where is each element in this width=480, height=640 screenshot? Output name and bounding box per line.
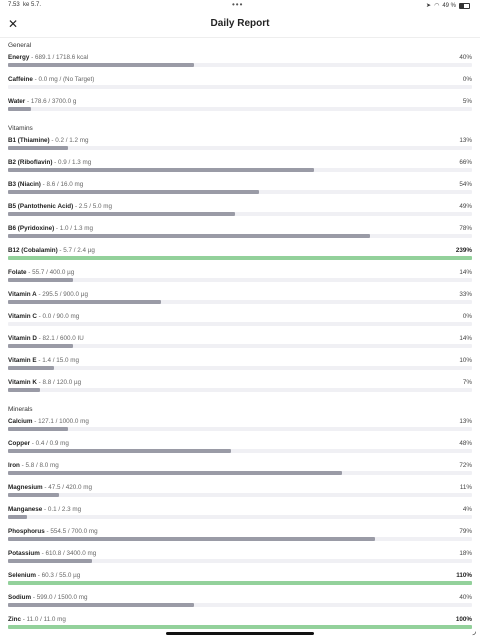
progress-bar	[8, 344, 73, 348]
nutrient-percent: 100%	[455, 616, 472, 623]
nutrient-amount: - 295.5 / 900.0 µg	[36, 291, 88, 298]
nutrient-row[interactable]	[8, 482, 472, 504]
progress-track	[8, 146, 472, 150]
progress-track	[8, 581, 472, 585]
nutrient-row[interactable]	[8, 289, 472, 311]
nutrient-label	[8, 440, 69, 447]
nutrient-name: Vitamin D	[8, 335, 37, 342]
status-right	[426, 2, 470, 9]
nutrient-label	[8, 225, 93, 232]
nutrient-percent: 4%	[462, 506, 472, 513]
progress-bar	[8, 559, 92, 563]
progress-track	[8, 449, 472, 453]
nutrient-name: Vitamin C	[8, 313, 37, 320]
nutrient-label	[8, 291, 88, 298]
nutrient-percent: 49%	[459, 203, 472, 210]
nutrient-amount: - 11.0 / 11.0 mg	[20, 616, 66, 623]
progress-track	[8, 537, 472, 541]
nutrient-amount: - 47.5 / 420.0 mg	[42, 484, 92, 491]
nutrient-row[interactable]	[8, 179, 472, 201]
progress-bar	[8, 146, 68, 150]
nutrient-name: Selenium	[8, 572, 36, 579]
nutrient-label	[8, 528, 98, 535]
progress-bar	[8, 581, 472, 585]
nutrient-percent: 0%	[462, 313, 472, 320]
progress-bar	[8, 603, 194, 607]
nutrient-row[interactable]	[8, 96, 472, 118]
section-title: Vitamins	[8, 125, 33, 132]
progress-bar	[8, 427, 68, 431]
nutrient-amount: - 0.0 mg / (No Target)	[32, 76, 95, 83]
progress-track	[8, 344, 472, 348]
progress-track	[8, 190, 472, 194]
nutrient-row[interactable]	[8, 460, 472, 482]
wifi-icon: ◠	[434, 3, 440, 9]
nutrient-amount: - 5.7 / 2.4 µg	[57, 247, 95, 254]
nutrient-label	[8, 506, 81, 513]
nutrient-percent: 40%	[459, 594, 472, 601]
nutrient-label	[8, 54, 88, 61]
nutrient-percent: 79%	[459, 528, 472, 535]
progress-bar	[8, 625, 472, 629]
nutrient-name: Sodium	[8, 594, 32, 601]
nutrient-amount: - 610.8 / 3400.0 mg	[39, 550, 97, 557]
header	[0, 14, 480, 36]
progress-track	[8, 559, 472, 563]
resize-corner-icon: ◞	[472, 626, 476, 636]
nutrient-label	[8, 418, 89, 425]
progress-track	[8, 85, 472, 89]
nutrient-label	[8, 247, 95, 254]
nutrient-label	[8, 379, 81, 386]
nutrient-name: Zinc	[8, 616, 21, 623]
progress-track	[8, 300, 472, 304]
section-title: General	[8, 42, 32, 49]
progress-bar	[8, 63, 194, 67]
nutrient-row[interactable]	[8, 157, 472, 179]
nutrient-percent: 13%	[459, 137, 472, 144]
nutrient-amount: - 689.1 / 1718.6 kcal	[29, 54, 89, 61]
progress-track	[8, 366, 472, 370]
nutrient-label	[8, 98, 76, 105]
progress-bar	[8, 515, 27, 519]
nutrient-name: Water	[8, 98, 26, 105]
progress-bar	[8, 366, 54, 370]
progress-track	[8, 63, 472, 67]
nutrient-label	[8, 159, 91, 166]
nutrient-name: Magnesium	[8, 484, 43, 491]
nutrient-row[interactable]	[8, 570, 472, 592]
report-list[interactable]	[8, 39, 472, 636]
nutrient-row[interactable]	[8, 504, 472, 526]
nutrient-label	[8, 137, 89, 144]
nutrient-row[interactable]	[8, 355, 472, 377]
nutrient-row[interactable]	[8, 74, 472, 96]
nutrient-row[interactable]	[8, 245, 472, 267]
nutrient-name: B6 (Pyridoxine)	[8, 225, 55, 232]
nutrient-amount: - 55.7 / 400.0 µg	[26, 269, 75, 276]
nutrient-amount: - 82.1 / 600.0 IU	[36, 335, 84, 342]
nutrient-amount: - 8.8 / 120.0 µg	[36, 379, 82, 386]
nutrient-label	[8, 313, 79, 320]
progress-bar	[8, 388, 40, 392]
nutrient-row[interactable]	[8, 333, 472, 355]
nutrient-amount: - 1.4 / 15.0 mg	[36, 357, 79, 364]
progress-bar	[8, 471, 342, 475]
nutrient-row[interactable]	[8, 223, 472, 245]
nutrient-label	[8, 616, 66, 623]
nutrient-amount: - 178.6 / 3700.0 g	[25, 98, 77, 105]
progress-bar	[8, 212, 235, 216]
nutrient-percent: 0%	[462, 76, 472, 83]
progress-bar	[8, 107, 31, 111]
nutrient-percent: 40%	[459, 54, 472, 61]
nutrient-label	[8, 269, 74, 276]
nutrient-label	[8, 76, 94, 83]
nutrient-label	[8, 572, 80, 579]
progress-track	[8, 256, 472, 260]
nutrient-name: Potassium	[8, 550, 40, 557]
nutrient-row[interactable]	[8, 135, 472, 157]
nutrient-row[interactable]	[8, 592, 472, 614]
progress-track	[8, 234, 472, 238]
nutrient-amount: - 1.0 / 1.3 mg	[54, 225, 94, 232]
nutrient-row[interactable]	[8, 438, 472, 460]
status-date: ke 5.7.	[23, 2, 42, 8]
nutrient-percent: 10%	[459, 357, 472, 364]
nutrient-row[interactable]	[8, 311, 472, 333]
nutrient-percent: 110%	[456, 572, 472, 579]
progress-track	[8, 625, 472, 629]
nutrient-label	[8, 203, 112, 210]
nutrient-name: Caffeine	[8, 76, 33, 83]
nutrient-percent: 54%	[459, 181, 472, 188]
nutrient-row[interactable]	[8, 548, 472, 570]
nutrient-name: Calcium	[8, 418, 33, 425]
progress-track	[8, 322, 472, 326]
nutrient-amount: - 0.2 / 1.2 mg	[49, 137, 89, 144]
nutrient-amount: - 8.6 / 16.0 mg	[40, 181, 84, 188]
header-divider	[0, 37, 480, 38]
close-icon[interactable]: ✕	[7, 17, 19, 31]
nutrient-percent: 14%	[459, 335, 472, 342]
battery-icon	[459, 3, 470, 9]
section-title: Minerals	[8, 406, 33, 413]
nutrient-label	[8, 335, 84, 342]
nutrient-percent: 72%	[459, 462, 472, 469]
nutrient-percent: 239%	[455, 247, 472, 254]
nutrient-label	[8, 594, 87, 601]
nutrient-label	[8, 484, 92, 491]
battery-fill	[460, 4, 464, 8]
progress-track	[8, 603, 472, 607]
progress-track	[8, 493, 472, 497]
nutrient-percent: 13%	[459, 418, 472, 425]
nutrient-name: Copper	[8, 440, 31, 447]
progress-track	[8, 515, 472, 519]
progress-bar	[8, 537, 375, 541]
nutrient-amount: - 0.0 / 90.0 mg	[36, 313, 80, 320]
nutrient-name: B1 (Thiamine)	[8, 137, 50, 144]
progress-track	[8, 212, 472, 216]
nutrient-name: Iron	[8, 462, 20, 469]
progress-track	[8, 427, 472, 431]
nutrient-name: Energy	[8, 54, 30, 61]
status-bar	[0, 0, 480, 12]
nutrient-name: B12 (Cobalamin)	[8, 247, 58, 254]
nutrient-name: Manganese	[8, 506, 43, 513]
nutrient-name: Vitamin K	[8, 379, 37, 386]
progress-track	[8, 107, 472, 111]
nutrient-row[interactable]	[8, 377, 472, 399]
nutrient-name: Folate	[8, 269, 27, 276]
nutrient-row[interactable]	[8, 201, 472, 223]
page-title: Daily Report	[210, 18, 270, 29]
home-indicator[interactable]	[166, 632, 314, 635]
nutrient-percent: 7%	[462, 379, 472, 386]
nutrient-amount: - 0.4 / 0.9 mg	[30, 440, 69, 447]
progress-track	[8, 471, 472, 475]
nutrient-amount: - 127.1 / 1000.0 mg	[32, 418, 89, 425]
nutrient-percent: 33%	[459, 291, 472, 298]
progress-bar	[8, 300, 161, 304]
progress-bar	[8, 493, 59, 497]
nutrient-percent: 5%	[462, 98, 472, 105]
nutrient-percent: 18%	[459, 550, 472, 557]
nutrient-percent: 66%	[459, 159, 472, 166]
progress-track	[8, 388, 472, 392]
nutrient-name: B5 (Pantothenic Acid)	[8, 203, 74, 210]
nutrient-name: Phosphorus	[8, 528, 45, 535]
status-time-date	[8, 2, 41, 8]
status-time: 7.53	[8, 2, 20, 8]
progress-track	[8, 168, 472, 172]
nutrient-amount: - 0.1 / 2.3 mg	[42, 506, 82, 513]
nutrient-amount: - 599.0 / 1500.0 mg	[31, 594, 88, 601]
nutrient-percent: 14%	[459, 269, 472, 276]
nutrient-amount: - 0.9 / 1.3 mg	[52, 159, 92, 166]
nutrient-amount: - 5.8 / 8.0 mg	[19, 462, 59, 469]
nutrient-row[interactable]	[8, 52, 472, 74]
nutrient-percent: 11%	[459, 484, 472, 491]
progress-bar	[8, 256, 472, 260]
nutrient-row[interactable]	[8, 416, 472, 438]
progress-bar	[8, 449, 231, 453]
progress-bar	[8, 168, 314, 172]
nutrient-amount: - 60.3 / 55.0 µg	[36, 572, 81, 579]
battery-percent: 49 %	[442, 2, 456, 9]
progress-bar	[8, 190, 259, 194]
nutrient-amount: - 554.5 / 700.0 mg	[44, 528, 98, 535]
nutrient-percent: 48%	[459, 440, 472, 447]
progress-bar	[8, 234, 370, 238]
location-icon: ➤	[426, 3, 432, 9]
progress-track	[8, 278, 472, 282]
nutrient-label	[8, 181, 83, 188]
progress-bar	[8, 278, 73, 282]
nutrient-label	[8, 357, 79, 364]
nutrient-percent: 78%	[459, 225, 472, 232]
multitasking-dots[interactable]: •••	[232, 0, 244, 9]
nutrient-row[interactable]	[8, 526, 472, 548]
nutrient-row[interactable]	[8, 267, 472, 289]
nutrient-name: Vitamin A	[8, 291, 37, 298]
nutrient-label	[8, 462, 59, 469]
nutrient-name: B3 (Niacin)	[8, 181, 41, 188]
nutrient-label	[8, 550, 96, 557]
nutrient-amount: - 2.5 / 5.0 mg	[73, 203, 113, 210]
nutrient-name: B2 (Riboflavin)	[8, 159, 53, 166]
nutrient-name: Vitamin E	[8, 357, 37, 364]
